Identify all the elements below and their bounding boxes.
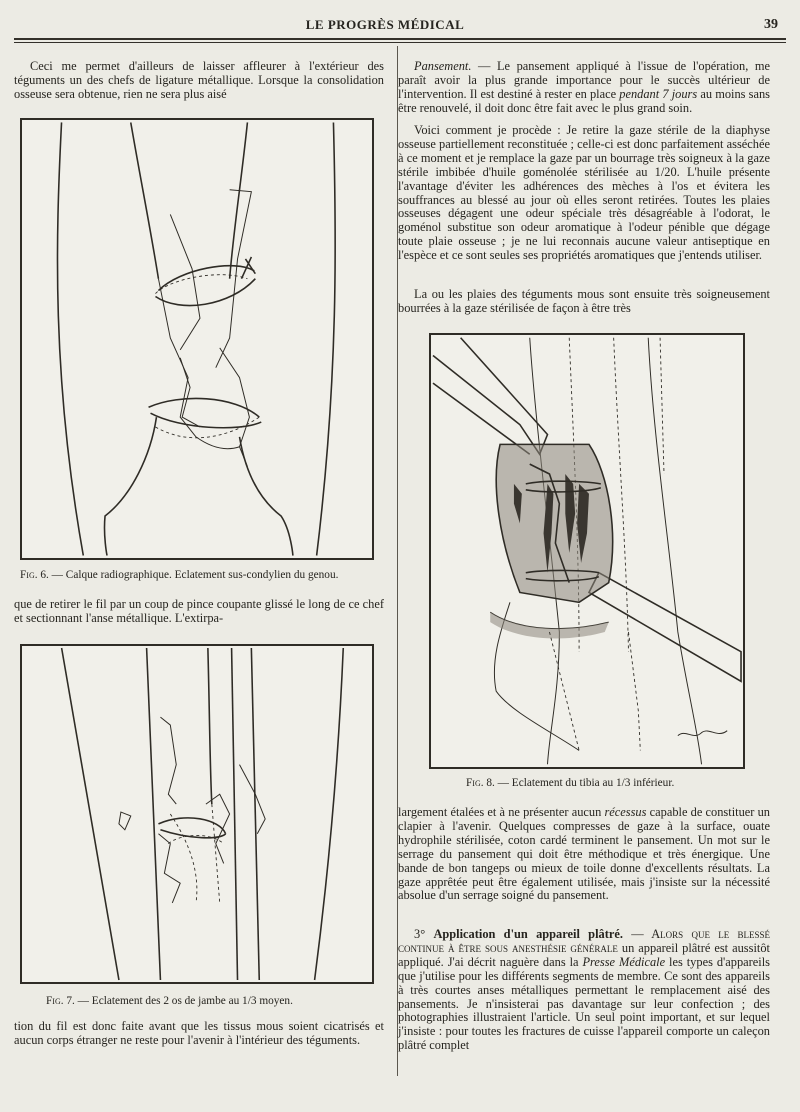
section-number: 3° (414, 927, 434, 941)
page-number: 39 (764, 17, 778, 32)
section-title: Application d'un appareil plâtré. (433, 927, 623, 941)
left-paragraph-1 (14, 60, 384, 102)
right-paragraph-4 (398, 806, 770, 903)
right-paragraph-1 (398, 60, 770, 116)
right-paragraph-1-text-a: — Le pansement appliqué à l'issue de l'opération, me paraît avoir la plus grande importance pour le succès ultérieur de l'intervention. Il est destiné à rester en place (398, 59, 770, 101)
right-paragraph-4-emphasis: récessus (604, 805, 647, 819)
right-paragraph-1-lead: Pansement. (414, 59, 472, 73)
header-rule-thin (14, 42, 786, 43)
right-paragraph-4-text-b: capable de constituer un clapier à l'avenir. Quelques compresses de gaze à la surface, ouate hydrophile stérilisée, coton cardé terminent le pansement. Un mot sur le serrage du pansement qui doit être méthodique et très énergique. Une bande de bon tangeps ou mieux de toile donne d'excellents résultats. La gaze apprêtée peut être également utilisée, mais j'insiste sur la nécessité absolue d'un serrage soigné du pansement. (398, 805, 770, 903)
figure-8-label: Fig. 8. (466, 777, 495, 789)
figure-7-caption (46, 995, 293, 1007)
right-paragraph-2-text: Voici comment je procède : Je retire la gaze stérile de la diaphyse osseuse partiellement reconstituée ; celle-ci est donc parfaitement asséchée à ce moment et je remplace la gaze par un bourrage très soigneux à la gaze stérile imbibée d'huile goménolée stérilisée au 1/20. L'huile présente l'avantage d'éviter les adhérences des mèches à l'os et évitera les souffrances au blessé au jour où elles seront retirées. Toutes les plaies osseuses dégagent une odeur spéciale très désagréable à l'odorat, le goménol substitue son odeur aromatique à l'odeur pénible que dégage toute plaie osseuse ; je ne lui reconnais aucune valeur antiseptique en l'espèce et ce sont seules ses propriétés aromatiques que j'entends utiliser. (398, 123, 770, 263)
right-paragraph-3-text: La ou les plaies des téguments mous sont ensuite très soigneusement bourrées à la gaze stérilisée de façon à être très (398, 287, 770, 315)
figure-6-caption-text: — Calque radiographique. Eclatement sus-condylien du genou. (48, 569, 339, 581)
figure-6-label: Fig. 6. (20, 569, 49, 581)
figure-7-label: Fig. 7. (46, 995, 75, 1007)
figure-8-caption (466, 777, 674, 789)
right-paragraph-2 (398, 124, 770, 263)
left-paragraph-2-text: que de retirer le fil par un coup de pince coupante glissé le long de ce chef et sectionnant l'anse métallique. L'extirpa- (14, 597, 384, 625)
left-paragraph-1-text: Ceci me permet d'ailleurs de laisser affleurer à l'extérieur des téguments un des chefs de ligature métallique. Lorsque la consolidation osseuse sera obtenue, rien ne sera plus aisé (14, 59, 384, 101)
right-paragraph-3 (398, 288, 770, 316)
section-lead-caps: — Alors que le blessé continue à être sous anesthésie générale (398, 927, 771, 955)
right-paragraph-1-text-b: au moins sans être renouvelé, il doit donc être fait avec le plus grand soin. (398, 86, 770, 115)
left-paragraph-3-text: tion du fil est donc faite avant que les tissus mous soient cicatrisés et aucun corps étranger ne reste pour l'avenir à l'intérieur des téguments. (14, 1019, 384, 1047)
figure-7-radiograph-tracing (20, 644, 374, 984)
right-paragraph-5-emphasis: Presse Médicale (582, 954, 666, 969)
figure-8-drawing (431, 335, 743, 767)
left-paragraph-2 (14, 598, 384, 626)
figure-6-drawing (22, 120, 372, 558)
running-head: LE PROGRÈS MÉDICAL (305, 17, 465, 32)
right-paragraph-5-text-b: les types d'appareils que j'utilise pour les différents segments de membre. Ce sont des appareils à très courtes anses métalliques permettant le remplacement aisé des pansements. Je n'insisterai pas davantage sur leur confection ; des photographies illustraient l'article. Un seul point important, et sur lequel j'insiste : pour toutes les fractures de cuisse l'appareil comporte un caleçon plâtré complet (398, 954, 770, 1053)
right-paragraph-1-emphasis: pendant 7 jours (619, 86, 698, 101)
figure-6-radiograph-tracing (20, 118, 374, 560)
figure-8-caption-text: — Eclatement du tibia au 1/3 inférieur. (494, 777, 675, 789)
right-paragraph-5-text-a: un appareil plâtré est aussitôt appliqué. J'ai décrit naguère dans la (398, 940, 770, 969)
right-paragraph-5 (398, 928, 770, 1053)
figure-6-caption (20, 569, 338, 581)
right-paragraph-4-text-a: largement étalées et à ne présenter aucun (398, 805, 605, 819)
figure-7-caption-text: — Eclatement des 2 os de jambe au 1/3 moyen. (74, 995, 293, 1007)
header-rule (14, 38, 786, 40)
figure-8-illustration (429, 333, 745, 769)
left-paragraph-3 (14, 1020, 384, 1048)
figure-7-drawing (22, 646, 372, 982)
